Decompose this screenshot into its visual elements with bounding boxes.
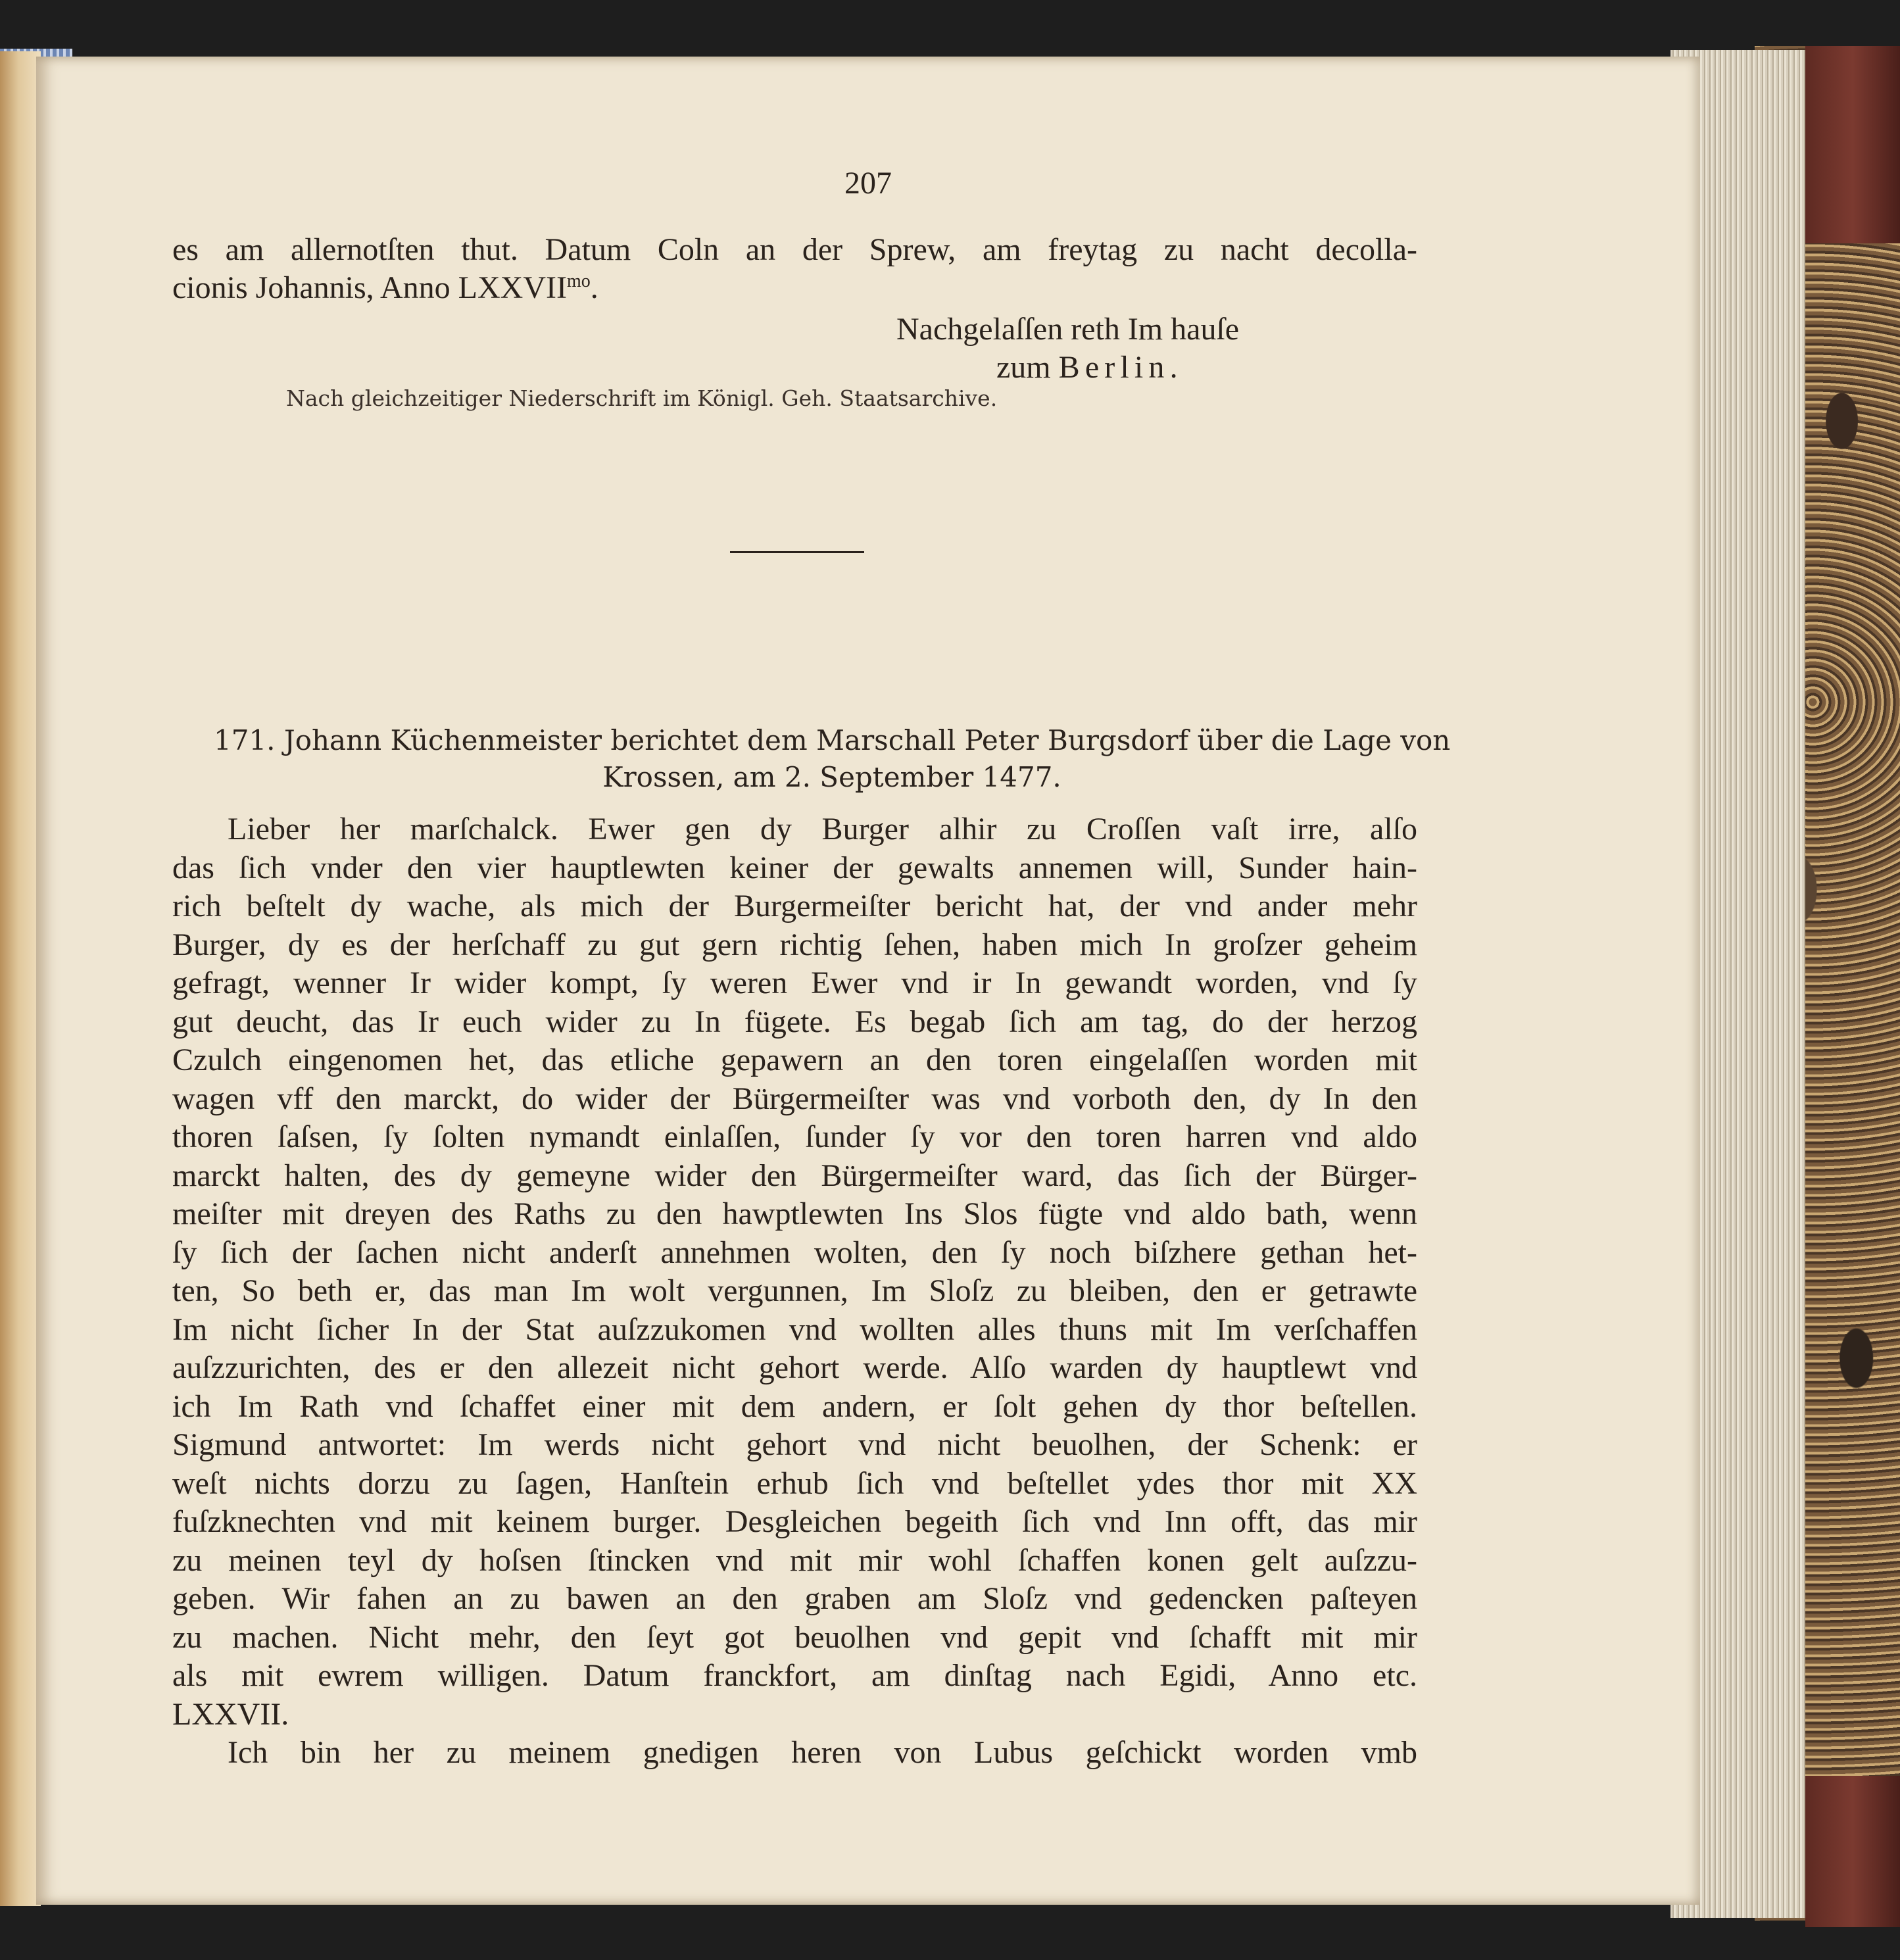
signature-line-1: Nachgelaſſen reth Im hauſe: [896, 312, 1240, 347]
signature-line-2: zum Berlin.: [996, 350, 1183, 385]
body-line: geben. Wir fahen an zu bawen an den graben am Sloſz vnd gedencken paſteyen: [172, 1581, 1417, 1616]
body-line: zu machen. Nicht mehr, den ſeyt got beuolhen vnd gepit vnd ſchafft mit mir: [172, 1619, 1417, 1655]
body-line: fuſzknechten vnd mit keinem burger. Desgleichen begeith ſich vnd Inn offt, das mir: [172, 1504, 1417, 1539]
leather-corner-top: [1805, 46, 1900, 243]
source-note: Nach gleichzeitiger Niederschrift im Königl. Geh. Staatsarchive.: [286, 385, 998, 411]
body-line: ten, So beth er, das man Im wolt vergunnen, Im Sloſz zu bleiben, den er getrawte: [172, 1273, 1417, 1308]
body-line: wagen vff den marckt, do wider der Bürgermeiſter was vnd vorboth den, dy In den: [172, 1081, 1417, 1116]
body-line: gut deucht, das Ir euch wider zu In fügete. Es begab ſich am tag, do der herzog: [172, 1004, 1417, 1039]
body-line: Ich bin her zu meinem gnedigen heren von Lubus geſchickt worden vmb: [228, 1735, 1417, 1770]
body-line: Burger, dy es der herſchaff zu gut gern richtig ſehen, haben mich In groſzer geheim: [172, 927, 1417, 962]
body-line: gefragt, wenner Ir wider kompt, ſy weren Ewer vnd ir In gewandt worden, vnd ſy: [172, 966, 1417, 1000]
left-page-edge: [0, 51, 41, 1906]
book-page: [36, 57, 1700, 1905]
body-line: Czulch eingenomen het, das etliche gepawern an den toren eingelaſſen worden mit: [172, 1042, 1417, 1077]
document-heading: [214, 722, 1450, 759]
body-line: marckt halten, des dy gemeyne wider den Bürgermeiſter ward, das ſich der Bürger-: [172, 1158, 1417, 1193]
body-line: Lieber her marſchalck. Ewer gen dy Burger alhir zu Croſſen vaſt irre, alſo: [228, 812, 1417, 846]
text-line: es am allernotſten thut. Datum Coln an der Sprew, am freytag zu nacht decolla-: [172, 232, 1417, 267]
page-number: 207: [844, 166, 892, 201]
body-line: meiſter mit dreyen des Raths zu den hawptlewten Ins Slos fügte vnd aldo bath, wenn: [172, 1196, 1417, 1231]
text-line: cionis Johannis, Anno $LXXVII^{mo}$.: [172, 270, 598, 305]
body-line: auſzzurichten, des er den allezeit nicht gehort werde. Alſo warden dy hauptlewt vnd: [172, 1350, 1417, 1385]
letter-body: [172, 810, 1417, 1784]
heading-line-2: Krossen, am 2. September 1477.: [602, 761, 1061, 793]
body-line: Im nicht ſicher In der Stat auſzzukomen vnd wollten alles thuns mit Im verſchaffen: [172, 1311, 1417, 1347]
body-line: zu meinen teyl dy hoſsen ſtincken vnd mit mir wohl ſchaffen konen gelt auſzzu-: [172, 1542, 1417, 1578]
body-line: ich Im Rath vnd ſchaffet einer mit dem andern, er ſolt gehen dy thor beſtellen.: [172, 1388, 1417, 1424]
body-line: thoren ſaſsen, ſy ſolten nymandt einlaſſen, ſunder ſy vor den toren harren vnd aldo: [172, 1119, 1417, 1154]
body-line: Sigmund antwortet: Im werds nicht gehort vnd nicht beuolhen, der Schenk: er: [172, 1427, 1417, 1462]
body-line: als mit ewrem willigen. Datum franckfort, am dinſtag nach Egidi, Anno etc.: [172, 1658, 1417, 1693]
body-line: ſy ſich der ſachen nicht anderſt annehmen wolten, den ſy noch biſzhere gethan het-: [172, 1235, 1417, 1270]
section-divider: [730, 551, 864, 553]
leather-corner-bottom: [1805, 1776, 1900, 1927]
body-line: rich beſtelt dy wache, als mich der Burgermeiſter bericht hat, der vnd ander mehr: [172, 889, 1417, 923]
heading-line-1: Johann Küchenmeister berichtet dem Marschall Peter Burgsdorf über die Lage von: [283, 724, 1451, 756]
body-line: das ſich vnder den vier hauptlewten keiner der gewalts annemen will, Sunder hain-: [172, 850, 1417, 885]
body-line: LXXVII.: [172, 1696, 289, 1732]
body-line: weſt nichts dorzu zu ſagen, Hanſtein erhub ſich vnd beſtellet ydes thor mit XX: [172, 1465, 1417, 1501]
document-number: 171.: [214, 724, 276, 756]
